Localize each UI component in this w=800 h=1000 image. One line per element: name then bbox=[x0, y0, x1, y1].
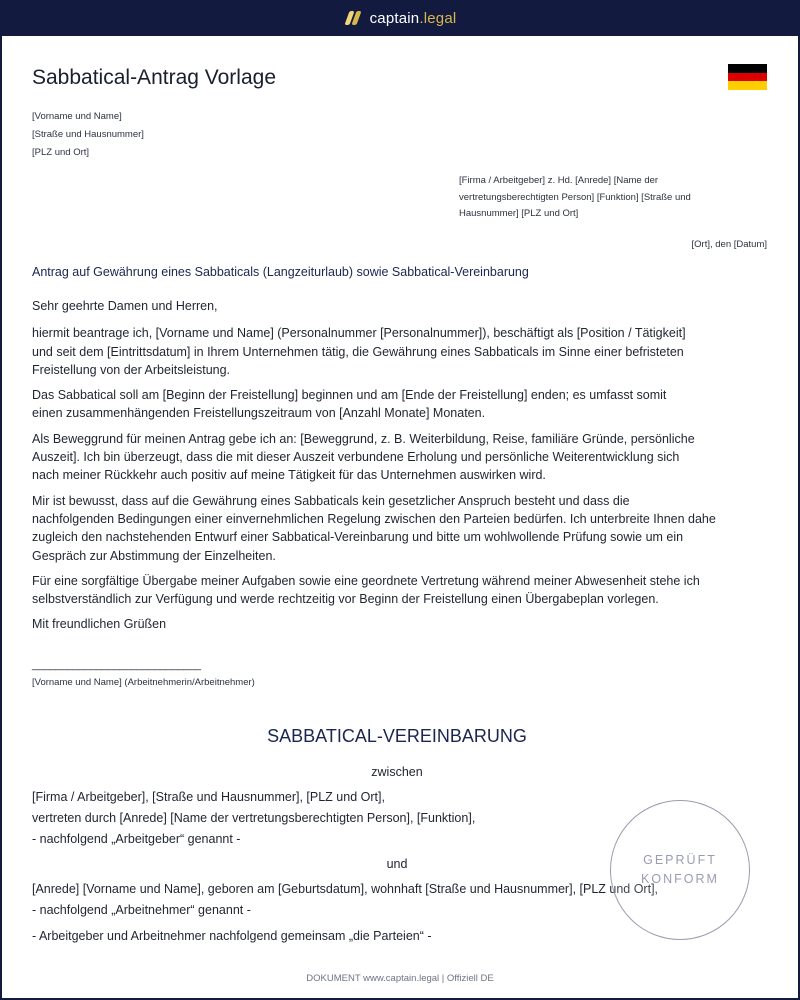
sender-city: [PLZ und Ort] bbox=[32, 147, 90, 158]
text-line: selbstverständlich zur Verfügung und werde rechtzeitig vor Beginn der Freistellung einen Übergabeplan vorlegen. bbox=[32, 592, 659, 607]
recipient-address bbox=[459, 173, 739, 223]
sender-address bbox=[32, 108, 144, 162]
employee-line: - nachfolgend „Arbeitnehmer“ genannt - bbox=[32, 903, 251, 917]
and-label: und bbox=[386, 857, 408, 871]
recipient-line: [Firma / Arbeitgeber] z. Hd. [Anrede] [Name der bbox=[459, 175, 659, 186]
salutation: Sehr geehrte Damen und Herren, bbox=[32, 299, 218, 313]
text-line: Gespräch zur Abstimmung der Einzelheiten. bbox=[32, 548, 276, 563]
agreement-title: SABBATICAL-VEREINBARUNG bbox=[267, 726, 527, 746]
signature-caption: [Vorname und Name] (Arbeitnehmerin/Arbeitnehmer) bbox=[32, 677, 255, 688]
letter-body bbox=[32, 297, 792, 641]
employer-line: vertreten durch [Anrede] [Name der vertretungsberechtigten Person], [Funktion], bbox=[32, 811, 476, 825]
text-line: einen zusammenhängenden Freistellungszeitraum von [Anzahl Monate] Monaten. bbox=[32, 406, 486, 421]
top-bar bbox=[0, 0, 800, 36]
frame-left-border bbox=[0, 36, 2, 1000]
paragraph bbox=[32, 386, 792, 423]
closing: Mit freundlichen Grüßen bbox=[32, 617, 167, 632]
between-label: zwischen bbox=[371, 765, 423, 779]
text-line: hiermit beantrage ich, [Vorname und Name] (Personalnummer [Personalnummer]), beschäftigt als [Position / Tätigkeit] bbox=[32, 326, 686, 341]
stamp-text: GEPRÜFT bbox=[643, 853, 717, 867]
text-line: nach meiner Rückkehr auch positiv auf meine Tätigkeit für das Unternehmen auswirken wird. bbox=[32, 468, 546, 483]
recipient-line: Hausnummer] [PLZ und Ort] bbox=[459, 208, 579, 219]
stamp-text: KONFORM bbox=[641, 872, 719, 886]
recipient-line: vertretungsberechtigten Person] [Funktion] [Straße und bbox=[459, 191, 691, 203]
page-footer: DOKUMENT www.captain.legal | Offiziell DE bbox=[306, 973, 494, 984]
employee-line: [Anrede] [Vorname und Name], geboren am [Geburtsdatum], wohnhaft [Straße und Hausnummer], [PLZ und Ort], bbox=[32, 882, 659, 896]
logo-text: captain.legal bbox=[369, 9, 457, 27]
parties-line: - Arbeitgeber und Arbeitnehmer nachfolgend gemeinsam „die Parteien“ - bbox=[32, 929, 432, 943]
text-line: und seit dem [Eintrittsdatum] in Ihrem Unternehmen tätig, die Gewährung eines Sabbaticals im Sinne einer befristeten bbox=[32, 344, 684, 359]
text-line: Mir ist bewusst, dass auf die Gewährung eines Sabbaticals kein gesetzlicher Anspruch besteht und dass die bbox=[32, 493, 630, 508]
subject-line: Antrag auf Gewährung eines Sabbaticals (Langzeiturlaub) sowie Sabbatical-Vereinbarung bbox=[32, 265, 529, 279]
text-line: Für eine sorgfältige Übergabe meiner Aufgaben sowie eine geordnete Vertretung während meiner Abwesenheit stehe ich bbox=[32, 573, 700, 588]
captain-legal-logo[interactable] bbox=[344, 10, 457, 27]
employer-line: - nachfolgend „Arbeitgeber“ genannt - bbox=[32, 832, 241, 846]
signature-line: _____________________________ bbox=[32, 659, 201, 671]
paragraph bbox=[32, 572, 792, 609]
text-line: Als Beweggrund für meinen Antrag gebe ich an: [Beweggrund, z. B. Weiterbildung, Reise, familiäre Gründe, persönliche bbox=[32, 431, 695, 446]
paragraph bbox=[32, 492, 792, 565]
place-date: [Ort], den [Datum] bbox=[691, 239, 767, 250]
employer-line: [Firma / Arbeitgeber], [Straße und Hausnummer], [PLZ und Ort], bbox=[32, 790, 385, 804]
paragraph bbox=[32, 324, 792, 379]
paragraph bbox=[32, 430, 792, 485]
text-line: nachfolgenden Bedingungen einer einvernehmlichen Regelung zwischen den Parteien bedürfen. Ich unterbreite Ihnen dahe bbox=[32, 511, 716, 526]
germany-flag-icon bbox=[728, 64, 767, 90]
text-line: Das Sabbatical soll am [Beginn der Freistellung] beginnen und am [Ende der Freistellung] enden; es umfasst somit bbox=[32, 388, 667, 403]
captain-legal-logo-icon bbox=[344, 10, 362, 26]
approval-stamp bbox=[610, 800, 750, 940]
document-title: Sabbatical-Antrag Vorlage bbox=[32, 66, 276, 89]
sender-street: [Straße und Hausnummer] bbox=[32, 129, 144, 140]
sender-name: [Vorname und Name] bbox=[32, 111, 122, 122]
text-line: Auszeit]. Ich bin überzeugt, dass die mit dieser Auszeit verbundene Erholung und persönliche Weiterentwicklung sich bbox=[32, 450, 680, 465]
text-line: zugleich den nachstehenden Entwurf einer Sabbatical-Vereinbarung und bitte um wohlwollende Prüfung sowie um ein bbox=[32, 530, 684, 545]
text-line: Freistellung von der Arbeitsleistung. bbox=[32, 362, 231, 377]
